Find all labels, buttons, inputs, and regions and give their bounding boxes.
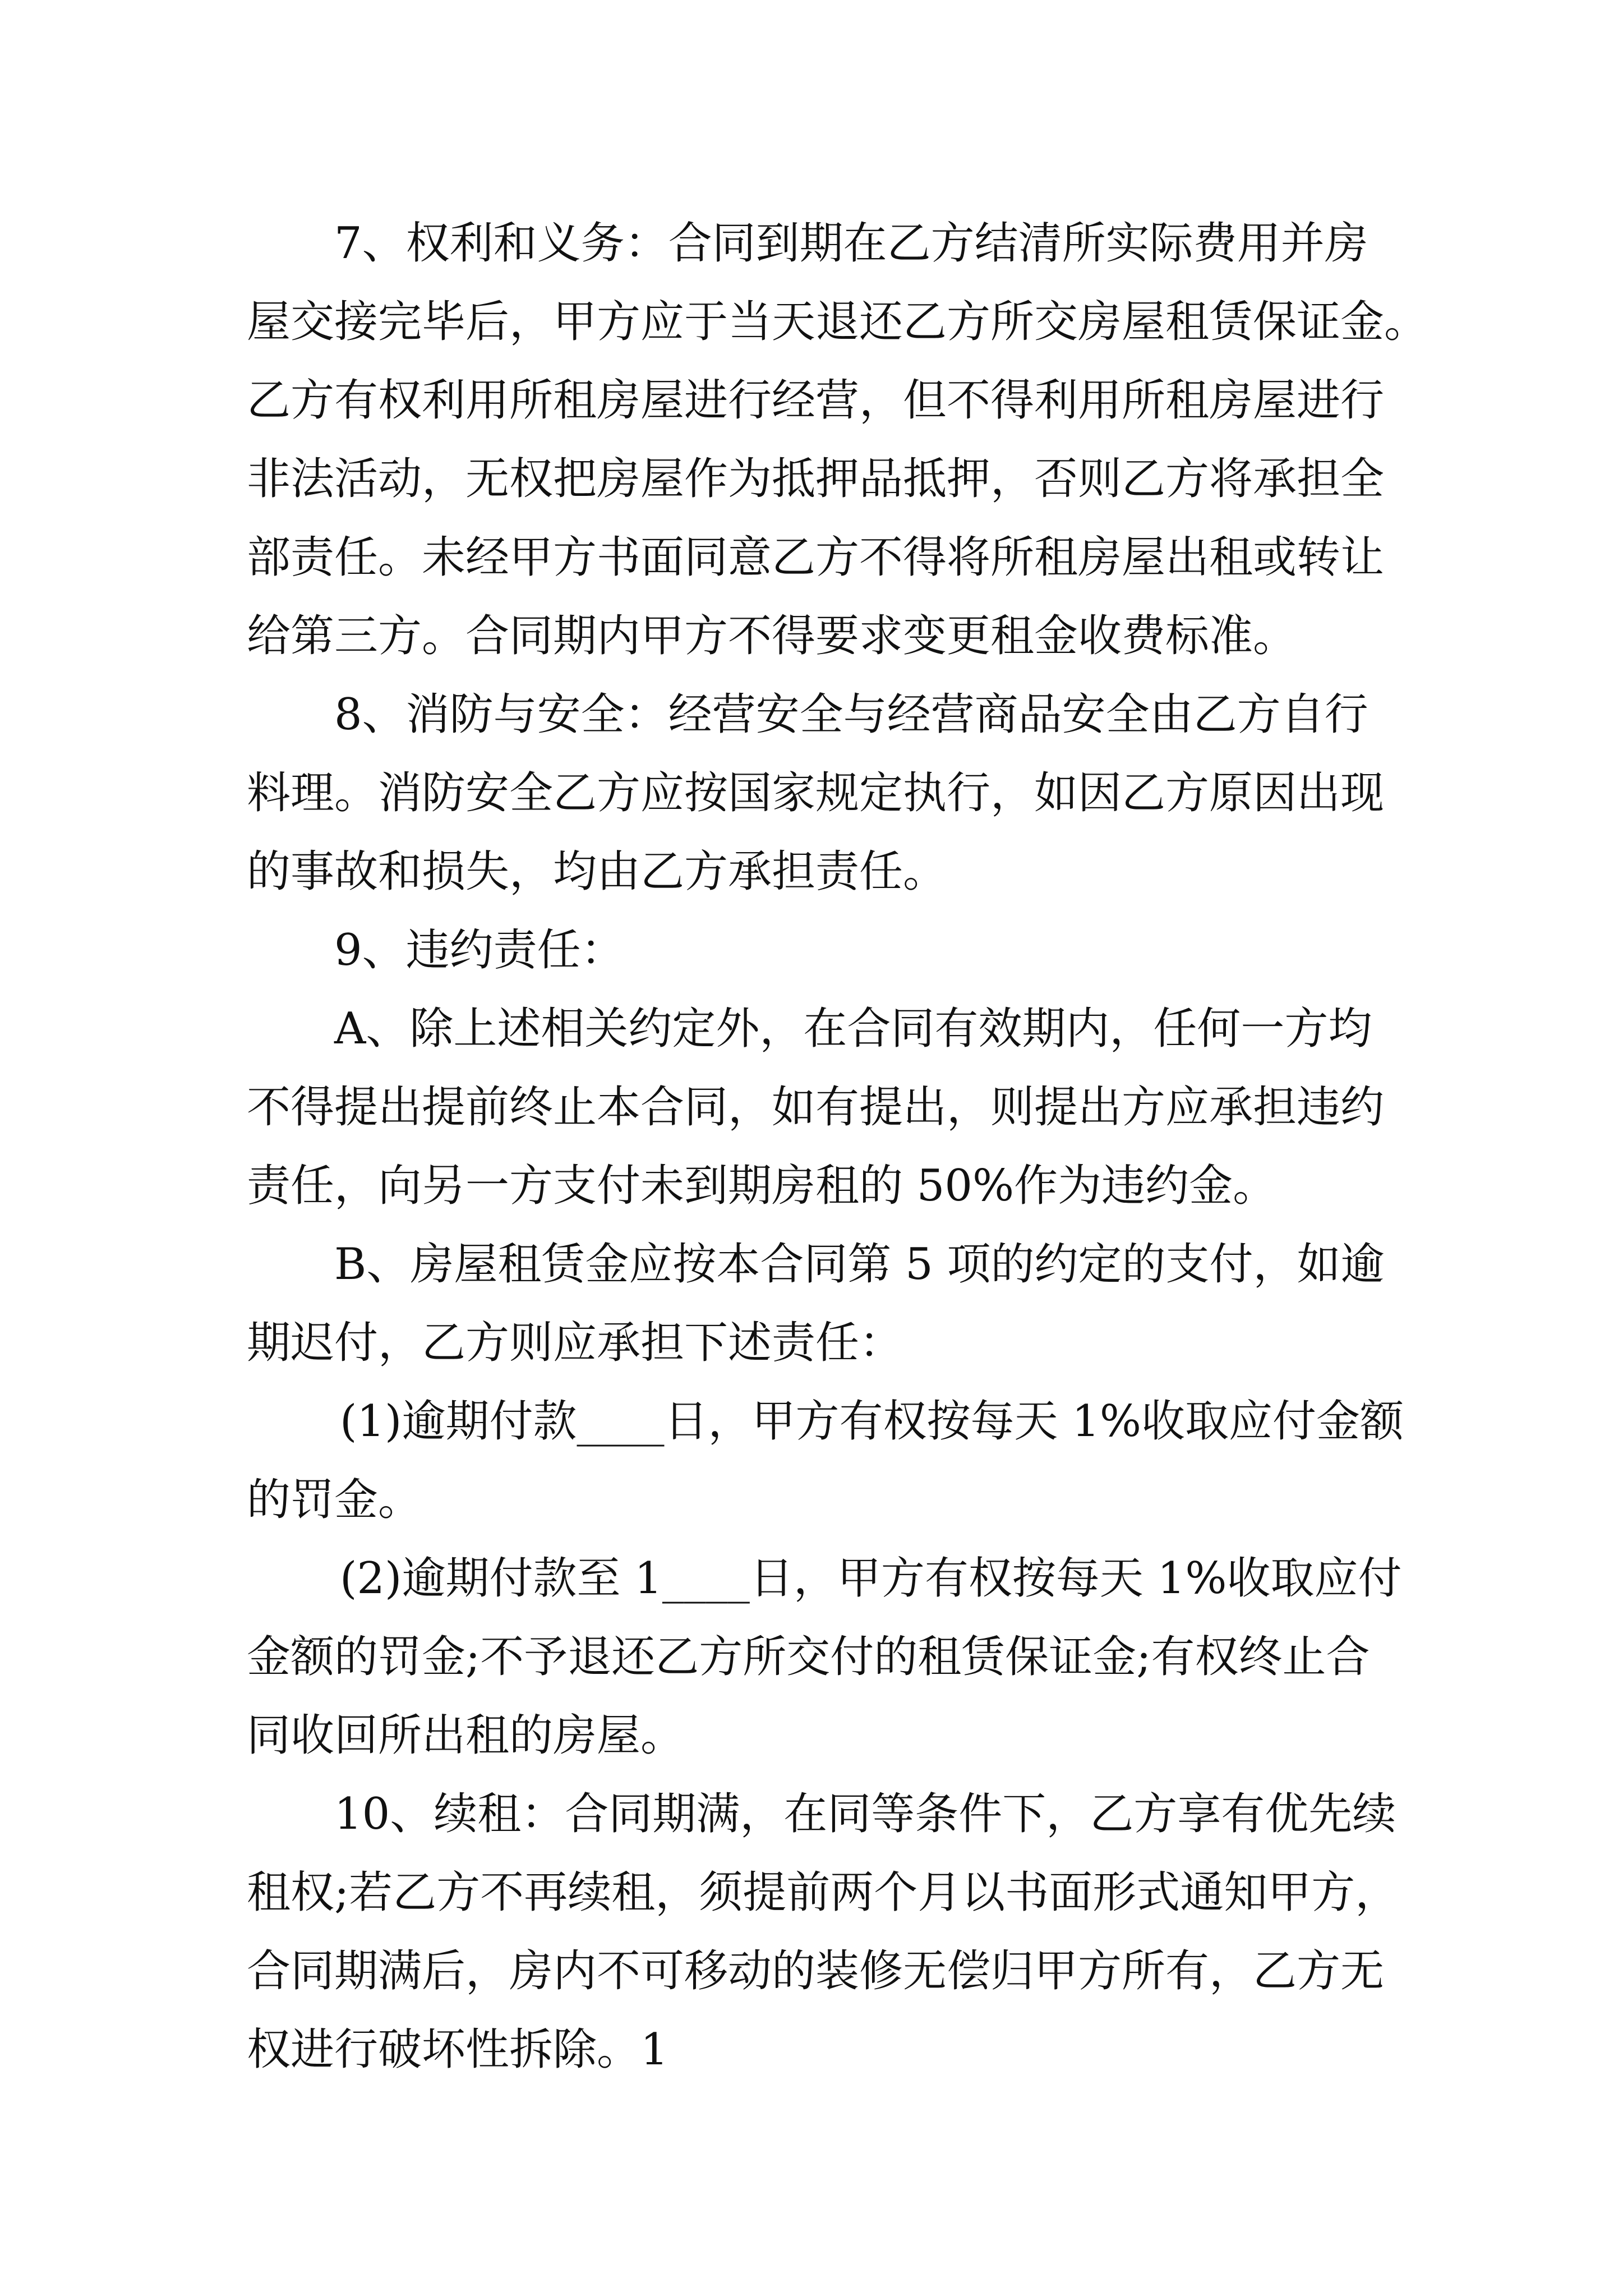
paragraph-9-heading: 9、违约责任： bbox=[334, 925, 625, 976]
paragraph-7-line-4: 非法活动，无权把房屋作为抵押品抵押，否则乙方将承担全 bbox=[247, 454, 1385, 504]
paragraph-8-line-2: 料理。消防安全乙方应按国家规定执行，如因乙方原因出现 bbox=[247, 768, 1385, 818]
clause-a-line-3: 责任，向另一方支付未到期房租的 50%作为违约金。 bbox=[247, 1161, 1277, 1211]
paragraph-8-line-3: 的事故和损失，均由乙方承担责任。 bbox=[247, 846, 947, 897]
clause-a-line-1: A、除上述相关约定外，在合同有效期内，任何一方均 bbox=[334, 1004, 1372, 1054]
paragraph-7-line-1: 7、权利和义务：合同到期在乙方结清所实际费用并房 bbox=[334, 218, 1368, 269]
clause-b-line-2: 期迟付，乙方则应承担下述责任： bbox=[247, 1318, 903, 1368]
clause-a-line-2: 不得提出提前终止本合同，如有提出，则提出方应承担违约 bbox=[247, 1082, 1385, 1133]
paragraph-10-line-3: 合同期满后，房内不可移动的装修无偿归甲方所有，乙方无 bbox=[247, 1946, 1385, 1996]
paragraph-7-line-2: 屋交接完毕后，甲方应于当天退还乙方所交房屋租赁保证金。 bbox=[247, 297, 1428, 347]
item-2-line-1: (2)逾期付款至 1____日，甲方有权按每天 1%收取应付 bbox=[340, 1553, 1402, 1604]
item-2-line-3: 同收回所出租的房屋。 bbox=[247, 1710, 685, 1761]
paragraph-7-line-3: 乙方有权利用所租房屋进行经营，但不得利用所租房屋进行 bbox=[247, 375, 1385, 426]
paragraph-10-line-1: 10、续租：合同期满，在同等条件下，乙方享有优先续 bbox=[334, 1789, 1396, 1839]
item-1-line-1: (1)逾期付款____日，甲方有权按每天 1%收取应付金额 bbox=[340, 1396, 1404, 1447]
paragraph-10-line-2: 租权;若乙方不再续租，须提前两个月以书面形式通知甲方， bbox=[247, 1867, 1399, 1918]
clause-b-line-1: B、房屋租赁金应按本合同第 5 项的约定的支付，如逾 bbox=[334, 1239, 1385, 1290]
paragraph-7-line-5: 部责任。未经甲方书面同意乙方不得将所租房屋出租或转让 bbox=[247, 532, 1385, 583]
paragraph-8-line-1: 8、消防与安全：经营安全与经营商品安全由乙方自行 bbox=[334, 689, 1368, 740]
paragraph-7-line-6: 给第三方。合同期内甲方不得要求变更租金收费标准。 bbox=[247, 611, 1297, 661]
item-2-line-2: 金额的罚金;不予退还乙方所交付的租赁保证金;有权终止合 bbox=[247, 1632, 1370, 1682]
paragraph-10-line-4: 权进行破坏性拆除。1 bbox=[247, 2024, 668, 2075]
item-1-line-2: 的罚金。 bbox=[247, 1475, 422, 1525]
